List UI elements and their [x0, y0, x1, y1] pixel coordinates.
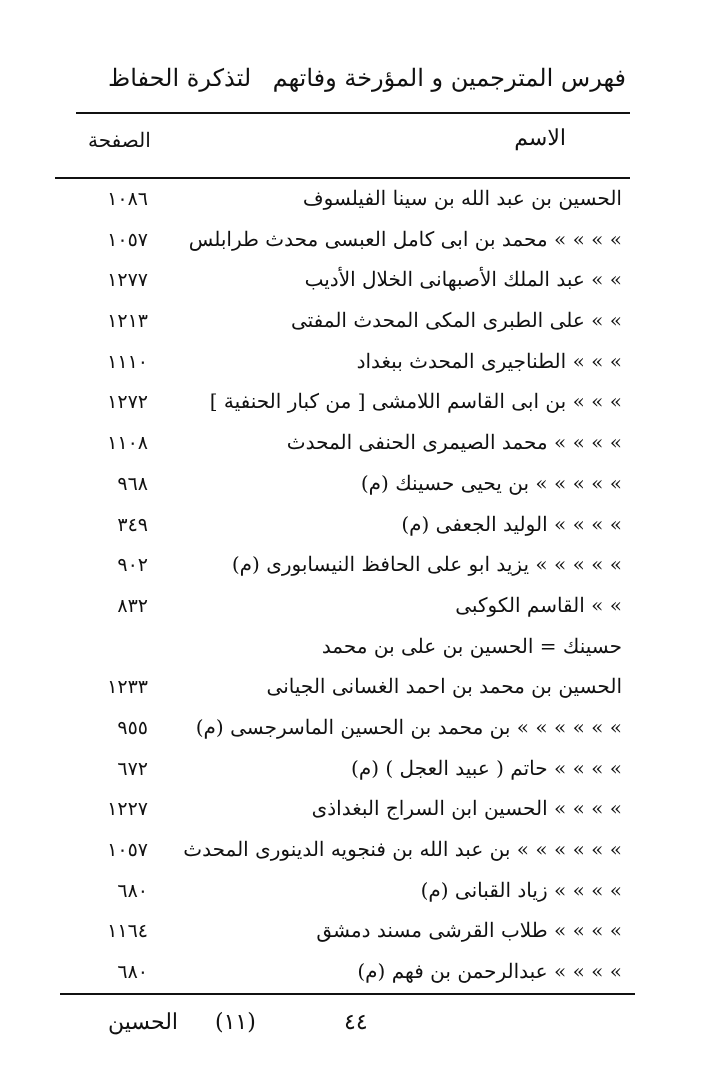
list-item: [0, 668, 726, 709]
entry-name: » » عبد الملك الأصبهانى الخلال الأديب: [304, 267, 622, 292]
list-item: [0, 261, 726, 302]
entry-name: » » » » الوليد الجعفى (م): [401, 511, 622, 536]
entry-name: » » » الطناجيرى المحدث ببغداد: [356, 348, 622, 373]
footer-signature: (١١): [215, 1010, 256, 1035]
list-item: [0, 750, 726, 791]
page-number: ٤٤: [344, 1010, 368, 1035]
footer-rule: [60, 993, 635, 995]
entry-name: » » » بن ابى القاسم اللامشى [ من كبار الحنفية ]: [209, 389, 622, 414]
entry-page: ٣٤٩: [117, 513, 148, 536]
header-title: فهرس المترجمين و المؤرخة وفاتهم: [272, 64, 626, 92]
list-item: [0, 953, 726, 994]
entry-page: ١٢١٣: [107, 310, 148, 333]
entry-page: ١١١٠: [107, 350, 148, 373]
column-rule: [55, 177, 630, 179]
list-item: [0, 709, 726, 750]
column-header-page: الصفحة: [88, 128, 151, 152]
entry-page: ٩٠٢: [117, 554, 148, 577]
list-item: [0, 546, 726, 587]
list-item: [0, 872, 726, 913]
entry-page: ١٠٨٦: [107, 188, 148, 210]
entry-name: » » » » » » بن عبد الله بن فنجويه الدينورى المحدث: [183, 837, 622, 861]
entry-page: ١٢٧٧: [107, 269, 148, 292]
entry-name: » » » » حاتم ( عبيد العجل ) (م): [351, 755, 622, 780]
footer-catchword: الحسين: [108, 1010, 179, 1035]
entry-page: ١٢٣٣: [107, 676, 148, 699]
header-book-title: لتذكرة الحفاظ: [108, 64, 252, 92]
entry-name: حسينك = الحسين بن على بن محمد: [321, 633, 622, 658]
entry-name: » » » » » بن يحيى حسينك (م): [360, 470, 622, 495]
entry-page: ٩٦٨: [117, 472, 148, 495]
list-item: [0, 587, 726, 628]
entry-page: ٦٨٠: [117, 879, 148, 902]
entry-page: ٦٧٢: [117, 757, 148, 780]
list-item: [0, 831, 726, 872]
entry-page: ١٠٥٧: [107, 839, 148, 861]
entry-name: » » القاسم الكوكبى: [455, 592, 622, 617]
list-item: [0, 383, 726, 424]
entry-page: ١٢٧٢: [107, 391, 148, 414]
entry-name: » » » » » » بن محمد بن الحسين الماسرجسى (م): [195, 714, 622, 739]
entry-name: » » على الطبرى المكى المحدث المفتى: [290, 308, 622, 333]
list-item: [0, 790, 726, 831]
entry-page: ٨٣٢: [117, 594, 148, 617]
list-item: [0, 221, 726, 262]
entry-name: » » » » عبدالرحمن بن فهم (م): [357, 959, 622, 984]
entry-name: » » » » محمد بن ابى كامل العبسى محدث طرابلس: [188, 226, 622, 251]
entry-name: » » » » » يزيد ابو على الحافظ النيسابورى (م): [231, 552, 622, 577]
entry-name: » » » » زياد القبانى (م): [420, 877, 622, 902]
entry-list: [0, 180, 726, 994]
entry-page: ١٠٥٧: [107, 228, 148, 251]
entry-page: ١١٦٤: [107, 920, 148, 943]
entry-name: » » » » طلاب القرشى مسند دمشق: [316, 918, 622, 943]
list-item: [0, 424, 726, 465]
list-item: [0, 912, 726, 953]
list-item: [0, 465, 726, 506]
entry-name: الحسين بن محمد بن احمد الغسانى الجيانى: [266, 674, 622, 699]
entry-page: ١١٠٨: [107, 432, 148, 455]
entry-name: الحسين بن عبد الله بن سينا الفيلسوف: [302, 186, 622, 210]
header-rule: [76, 112, 630, 114]
entry-name: » » » » محمد الصيمرى الحنفى المحدث: [286, 430, 622, 455]
entry-page: ٩٥٥: [117, 716, 148, 739]
entry-page: ٦٨٠: [117, 961, 148, 984]
list-item: [0, 343, 726, 384]
list-item: [0, 180, 726, 221]
list-item: [0, 506, 726, 547]
list-item: [0, 302, 726, 343]
entry-name: » » » » الحسين ابن السراج البغداذى: [311, 796, 622, 821]
entry-page: ١٢٢٧: [107, 798, 148, 821]
list-item: [0, 628, 726, 669]
column-header-name: الاسم: [514, 126, 566, 151]
